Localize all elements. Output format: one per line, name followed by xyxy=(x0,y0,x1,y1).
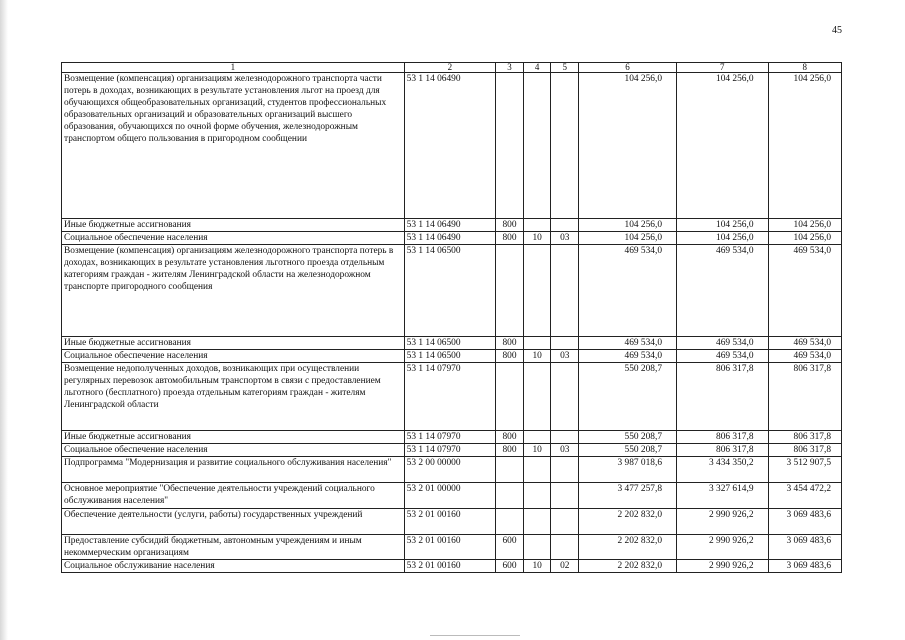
row-type-cell: 800 xyxy=(496,337,524,350)
row-value-7-cell: 104 256,0 xyxy=(677,232,769,245)
row-value-7-cell: 2 990 926,2 xyxy=(677,560,769,573)
row-section-cell: 10 xyxy=(523,444,551,457)
row-code-cell: 53 1 14 06490 xyxy=(404,73,496,219)
row-code-cell: 53 1 14 07970 xyxy=(404,444,496,457)
scan-edge-shadow xyxy=(0,0,8,640)
row-type-cell: 800 xyxy=(496,350,524,363)
row-code-cell: 53 2 01 00000 xyxy=(404,483,496,509)
table-row xyxy=(62,245,842,337)
row-section-cell: 10 xyxy=(523,350,551,363)
row-value-8-cell: 3 454 472,2 xyxy=(768,483,842,509)
table-row xyxy=(62,350,842,363)
row-value-8-cell: 469 534,0 xyxy=(768,350,842,363)
row-value-6-cell: 104 256,0 xyxy=(579,232,677,245)
row-value-7-cell: 104 256,0 xyxy=(677,73,769,219)
table-row xyxy=(62,457,842,483)
page-number: 45 xyxy=(832,25,842,36)
header-cell: 4 xyxy=(523,63,551,73)
table-row xyxy=(62,219,842,232)
row-value-8-cell: 469 534,0 xyxy=(768,245,842,337)
table-row xyxy=(62,535,842,560)
table-row xyxy=(62,431,842,444)
row-type-cell: 600 xyxy=(496,535,524,560)
row-section-cell: 10 xyxy=(523,232,551,245)
row-type-cell: 800 xyxy=(496,444,524,457)
row-value-8-cell: 3 512 907,5 xyxy=(768,457,842,483)
row-value-8-cell: 469 534,0 xyxy=(768,337,842,350)
row-subsection-cell: 02 xyxy=(551,560,579,573)
header-cell: 8 xyxy=(768,63,842,73)
row-value-8-cell: 806 317,8 xyxy=(768,444,842,457)
row-subsection-cell: 03 xyxy=(551,350,579,363)
row-subsection-cell: 03 xyxy=(551,444,579,457)
row-code-cell: 53 1 14 06490 xyxy=(404,232,496,245)
row-section-cell xyxy=(523,245,551,337)
table-header-row xyxy=(62,63,842,73)
row-value-8-cell: 3 069 483,6 xyxy=(768,560,842,573)
row-type-cell: 800 xyxy=(496,219,524,232)
row-value-6-cell: 2 202 832,0 xyxy=(579,509,677,535)
row-name-cell: Иные бюджетные ассигнования xyxy=(62,219,405,232)
row-code-cell: 53 1 14 07970 xyxy=(404,431,496,444)
row-value-6-cell: 550 208,7 xyxy=(579,431,677,444)
row-value-7-cell: 469 534,0 xyxy=(677,337,769,350)
table-row xyxy=(62,73,842,219)
row-name-cell: Подпрограмма "Модернизация и развитие социального обслуживания населения" xyxy=(62,457,405,483)
header-cell: 1 xyxy=(62,63,405,73)
row-value-6-cell: 550 208,7 xyxy=(579,444,677,457)
scan-artifact-line xyxy=(430,635,520,636)
row-type-cell xyxy=(496,363,524,431)
table-row xyxy=(62,483,842,509)
row-subsection-cell xyxy=(551,363,579,431)
row-value-6-cell: 104 256,0 xyxy=(579,219,677,232)
row-code-cell: 53 2 00 00000 xyxy=(404,457,496,483)
row-section-cell xyxy=(523,457,551,483)
table-row xyxy=(62,232,842,245)
row-value-6-cell: 469 534,0 xyxy=(579,350,677,363)
row-section-cell xyxy=(523,483,551,509)
row-value-7-cell: 2 990 926,2 xyxy=(677,509,769,535)
header-cell: 6 xyxy=(579,63,677,73)
row-subsection-cell xyxy=(551,73,579,219)
row-value-7-cell: 806 317,8 xyxy=(677,444,769,457)
row-name-cell: Социальное обслуживание населения xyxy=(62,560,405,573)
row-type-cell: 800 xyxy=(496,232,524,245)
row-code-cell: 53 1 14 06500 xyxy=(404,245,496,337)
row-section-cell xyxy=(523,509,551,535)
row-subsection-cell xyxy=(551,431,579,444)
row-value-7-cell: 3 327 614,9 xyxy=(677,483,769,509)
row-subsection-cell xyxy=(551,535,579,560)
row-name-cell: Социальное обеспечение населения xyxy=(62,350,405,363)
row-type-cell xyxy=(496,73,524,219)
row-name-cell: Иные бюджетные ассигнования xyxy=(62,431,405,444)
row-section-cell xyxy=(523,535,551,560)
row-name-cell: Возмещение (компенсация) организациям железнодорожного транспорта потерь в доходах, возникающих в результате установления льготного проезда отдельным категориям граждан - жителям Ленинградской области на железнодорожном транспорте пригородного сообщения xyxy=(62,245,405,337)
row-name-cell: Социальное обеспечение населения xyxy=(62,444,405,457)
row-value-7-cell: 2 990 926,2 xyxy=(677,535,769,560)
budget-table xyxy=(61,62,842,573)
row-subsection-cell xyxy=(551,483,579,509)
row-value-8-cell: 3 069 483,6 xyxy=(768,535,842,560)
row-code-cell: 53 2 01 00160 xyxy=(404,560,496,573)
row-type-cell xyxy=(496,509,524,535)
row-code-cell: 53 2 01 00160 xyxy=(404,535,496,560)
row-value-6-cell: 104 256,0 xyxy=(579,73,677,219)
row-section-cell xyxy=(523,337,551,350)
row-code-cell: 53 1 14 06490 xyxy=(404,219,496,232)
table-row xyxy=(62,560,842,573)
header-cell: 2 xyxy=(404,63,496,73)
row-value-8-cell: 104 256,0 xyxy=(768,232,842,245)
row-value-6-cell: 2 202 832,0 xyxy=(579,560,677,573)
row-value-7-cell: 806 317,8 xyxy=(677,363,769,431)
table-row xyxy=(62,444,842,457)
row-value-6-cell: 469 534,0 xyxy=(579,245,677,337)
row-name-cell: Предоставление субсидий бюджетным, автономным учреждениям и иным некоммерческим организациям xyxy=(62,535,405,560)
header-cell: 7 xyxy=(677,63,769,73)
row-value-8-cell: 806 317,8 xyxy=(768,431,842,444)
header-cell: 3 xyxy=(496,63,524,73)
row-name-cell: Обеспечение деятельности (услуги, работы) государственных учреждений xyxy=(62,509,405,535)
row-section-cell xyxy=(523,219,551,232)
row-name-cell: Возмещение (компенсация) организациям железнодорожного транспорта части потерь в доходах, возникающих в результате установления льгот на проезд для обучающихся общеобразовательных организаций, студентов профессиональных образовательных организаций и образовательных организаций высшего образования, обучающихся по очной форме обучения, железнодорожным транспортом общего пользования в пригородном сообщении xyxy=(62,73,405,219)
row-value-6-cell: 3 987 018,6 xyxy=(579,457,677,483)
row-type-cell: 600 xyxy=(496,560,524,573)
row-subsection-cell xyxy=(551,337,579,350)
row-subsection-cell: 03 xyxy=(551,232,579,245)
row-code-cell: 53 1 14 06500 xyxy=(404,350,496,363)
row-type-cell xyxy=(496,483,524,509)
table-row xyxy=(62,509,842,535)
row-subsection-cell xyxy=(551,457,579,483)
row-subsection-cell xyxy=(551,245,579,337)
row-name-cell: Основное мероприятие "Обеспечение деятельности учреждений социального обслуживания населения" xyxy=(62,483,405,509)
row-type-cell xyxy=(496,457,524,483)
row-value-7-cell: 3 434 350,2 xyxy=(677,457,769,483)
header-cell: 5 xyxy=(551,63,579,73)
row-value-7-cell: 104 256,0 xyxy=(677,219,769,232)
row-type-cell xyxy=(496,245,524,337)
row-value-8-cell: 3 069 483,6 xyxy=(768,509,842,535)
row-value-7-cell: 806 317,8 xyxy=(677,431,769,444)
table-row xyxy=(62,337,842,350)
row-name-cell: Возмещение недополученных доходов, возникающих при осуществлении регулярных перевозок автомобильным транспортом в связи с предоставлением льготного (бесплатного) проезда отдельным категориям граждан - жителям Ленинградской области xyxy=(62,363,405,431)
row-value-6-cell: 3 477 257,8 xyxy=(579,483,677,509)
row-subsection-cell xyxy=(551,509,579,535)
table-row xyxy=(62,363,842,431)
row-value-8-cell: 104 256,0 xyxy=(768,73,842,219)
row-section-cell: 10 xyxy=(523,560,551,573)
row-value-7-cell: 469 534,0 xyxy=(677,245,769,337)
row-name-cell: Иные бюджетные ассигнования xyxy=(62,337,405,350)
row-section-cell xyxy=(523,73,551,219)
row-name-cell: Социальное обеспечение населения xyxy=(62,232,405,245)
row-subsection-cell xyxy=(551,219,579,232)
row-code-cell: 53 1 14 07970 xyxy=(404,363,496,431)
row-value-7-cell: 469 534,0 xyxy=(677,350,769,363)
row-code-cell: 53 2 01 00160 xyxy=(404,509,496,535)
row-value-6-cell: 550 208,7 xyxy=(579,363,677,431)
row-value-8-cell: 806 317,8 xyxy=(768,363,842,431)
row-section-cell xyxy=(523,363,551,431)
row-value-6-cell: 469 534,0 xyxy=(579,337,677,350)
row-value-8-cell: 104 256,0 xyxy=(768,219,842,232)
row-type-cell: 800 xyxy=(496,431,524,444)
row-section-cell xyxy=(523,431,551,444)
row-code-cell: 53 1 14 06500 xyxy=(404,337,496,350)
row-value-6-cell: 2 202 832,0 xyxy=(579,535,677,560)
